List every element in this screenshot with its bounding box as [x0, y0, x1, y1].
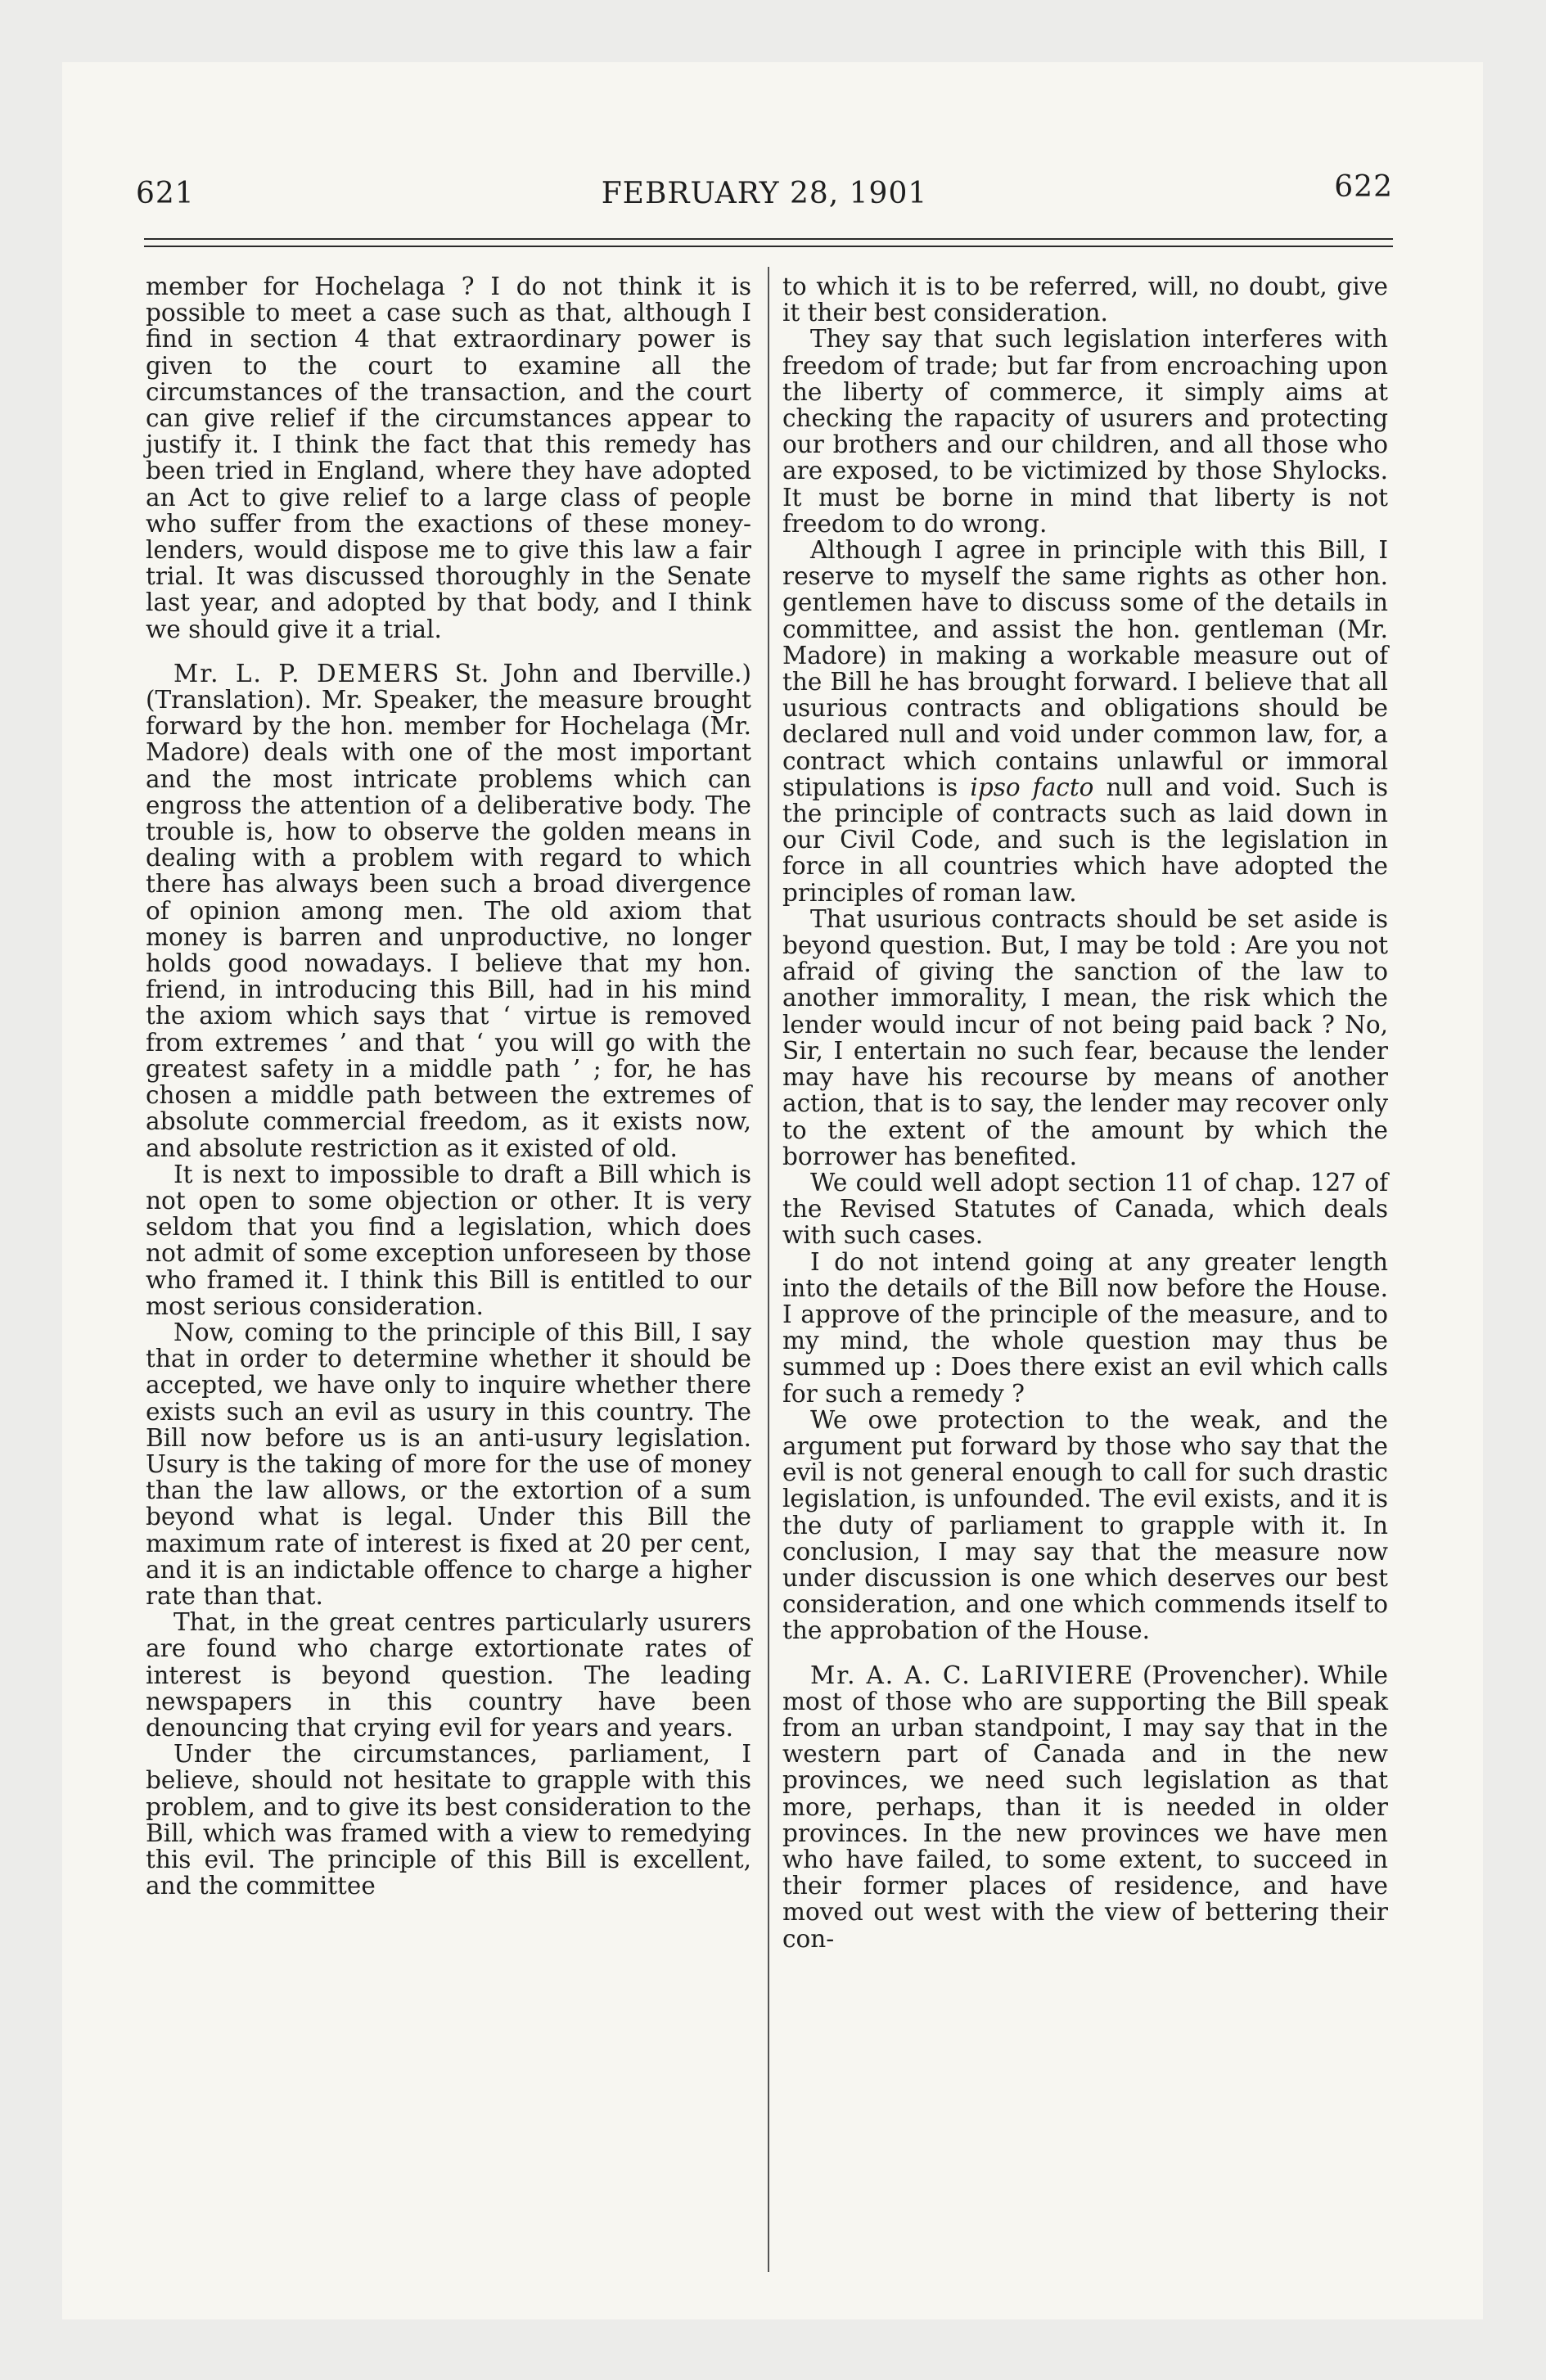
speech-paragraph-demers: [146, 660, 751, 1161]
paragraph: That usurious contracts should be set aside is beyond question. But, I may be told : Are you not afraid of giving the sanction of the law to another immorality, I mean, the risk which the lender would incur of not being paid back ? No, Sir, I entertain no such fear, because the lender may have his recourse by means of another action, that is to say, the lender may recover only to the extent of the amount by which the borrower has benefited.: [782, 904, 1388, 1170]
paragraph: They say that such legislation interferes with freedom of trade; but far from encroaching upon the liberty of commerce, it simply aims at checking the rapacity of usurers and protecting our brothers and our children, and all those who are exposed, to be victimized by those Shylocks. It must be borne in mind that liberty is not freedom to do wrong.: [782, 325, 1388, 538]
paragraph: That, in the great centres particularly usurers are found who charge extortionate rates of interest is beyond question. The leading newspapers in this country have been denouncing that crying evil for years and years.: [146, 1608, 751, 1742]
speaker-riding: (Provencher).: [1143, 1661, 1310, 1689]
page-number-right: 622: [1334, 170, 1393, 204]
column-divider: [768, 267, 769, 2272]
paragraph-text: (Translation). Mr. Speaker, the measure brought forward by the hon. member for Hochelaga (Mr. Madore) deals with one of the most important and the most intricate problems which can engross the attention of a deliberative body. The trouble is, how to observe the golden means in dealing with a problem with regard to which there has always been such a broad divergence of opinion among men. The old axiom that money is barren and unproductive, no longer holds good nowadays. I believe that my hon. friend, in introducing this Bill, had in his mind the axiom which says that ‘ virtue is removed from extremes ’ and that ‘ you will go with the greatest safety in a middle path ’ ; for, he has chosen a middle path between the extremes of absolute commercial freedom, as it exists now, and absolute restriction as it existed of old.: [146, 686, 751, 1162]
page-number-left: 621: [136, 177, 195, 210]
header-date: FEBRUARY 28, 1901: [601, 177, 928, 210]
paragraph: We could well adopt section 11 of chap. 127 of the Revised Statutes of Canada, which deals with such cases.: [782, 1168, 1388, 1250]
right-column: [782, 273, 1388, 1952]
paragraph-text: Although I agree in principle with this Bill, I reserve to myself the same rights as other hon. gentlemen have to discuss some of the details in committee, and assist the hon. gentleman (Mr. Madore) in making a workable measure out of the Bill he has brought forward. I believe that all usurious contracts and obligations should be declared null and void under common law, for, a contract which contains unlawful or immoral stipulations is: [782, 536, 1388, 801]
paragraph: I do not intend going at any greater length into the details of the Bill now before the House. I approve of the principle of the measure, and to my mind, the whole question may thus be summed up : Does there exist an evil which calls for such a remedy ?: [782, 1247, 1388, 1408]
header-rule-bottom: [144, 246, 1393, 247]
speaker-riding: St. John and Iberville.): [454, 659, 751, 687]
paragraph: [782, 537, 1388, 906]
paragraph-text: While most of those who are supporting the Bill speak from an urban standpoint, I may say that in the western part of Canada and in the new provinces, we need such legislation as that more, perhaps, than it is needed in older provinces. In the new provinces we have men who have failed, to some extent, to succeed in their former places of residence, and have moved out west with the view of bettering their con-: [782, 1661, 1388, 1953]
paragraph: It is next to impossible to draft a Bill which is not open to some objection or other. It is very seldom that you find a legislation, which does not admit of some exception unforeseen by those who framed it. I think this Bill is entitled to our most serious consideration.: [146, 1160, 751, 1320]
paragraph: member for Hochelaga ? I do not think it is possible to meet a case such as that, although I find in section 4 that extraordinary power is given to the court to examine all the circumstances of the transaction, and the court can give relief if the circumstances appear to justify it. I think the fact that this remedy has been tried in England, where they have adopted an Act to give relief to a large class of people who suffer from the exactions of these money-lenders, would dispose me to give this law a fair trial. It was discussed thoroughly in the Senate last year, and adopted by that body, and I think we should give it a trial.: [146, 273, 751, 643]
left-column: [146, 273, 751, 1899]
speaker-name: Mr. L. P. DEMERS: [174, 659, 441, 687]
paragraph: Under the circumstances, parliament, I believe, should not hesitate to grapple with this problem, and to give its best consideration to the Bill, which was framed with a view to remedying this evil. The principle of this Bill is excellent, and the committee: [146, 1740, 751, 1900]
hansard-page: [62, 62, 1483, 2319]
paragraph: to which it is to be referred, will, no doubt, give it their best consideration.: [782, 273, 1388, 327]
paragraph: We owe protection to the weak, and the argument put forward by those who say that the evil is not general enough to call for such drastic legislation, is unfounded. The evil exists, and it is the duty of parliament to grapple with it. In conclusion, I may say that the measure now under discussion is one which deserves our best consideration, and one which commends itself to the approbation of the House.: [782, 1405, 1388, 1645]
header-rule-top: [144, 238, 1393, 240]
speaker-name: Mr. A. A. C. LaRIVIERE: [810, 1661, 1134, 1689]
latin-phrase: ipso facto: [970, 773, 1094, 801]
paragraph: Now, coming to the principle of this Bill, I say that in order to determine whether it should be accepted, we have only to inquire whether there exists such an evil as usury in this country. The Bill now before us is an anti-usury legislation. Usury is the taking of more for the use of money than the law allows, or the extortion of a sum beyond what is legal. Under this Bill the maximum rate of interest is fixed at 20 per cent, and it is an indictable offence to charge a higher rate than that.: [146, 1318, 751, 1610]
speech-paragraph-lariviere: [782, 1662, 1388, 1952]
paragraph-text: null and void. Such is the principle of contracts such as laid down in our Civil Code, and such is the legislation in force in all countries which have adopted the principles of roman law.: [782, 773, 1389, 907]
